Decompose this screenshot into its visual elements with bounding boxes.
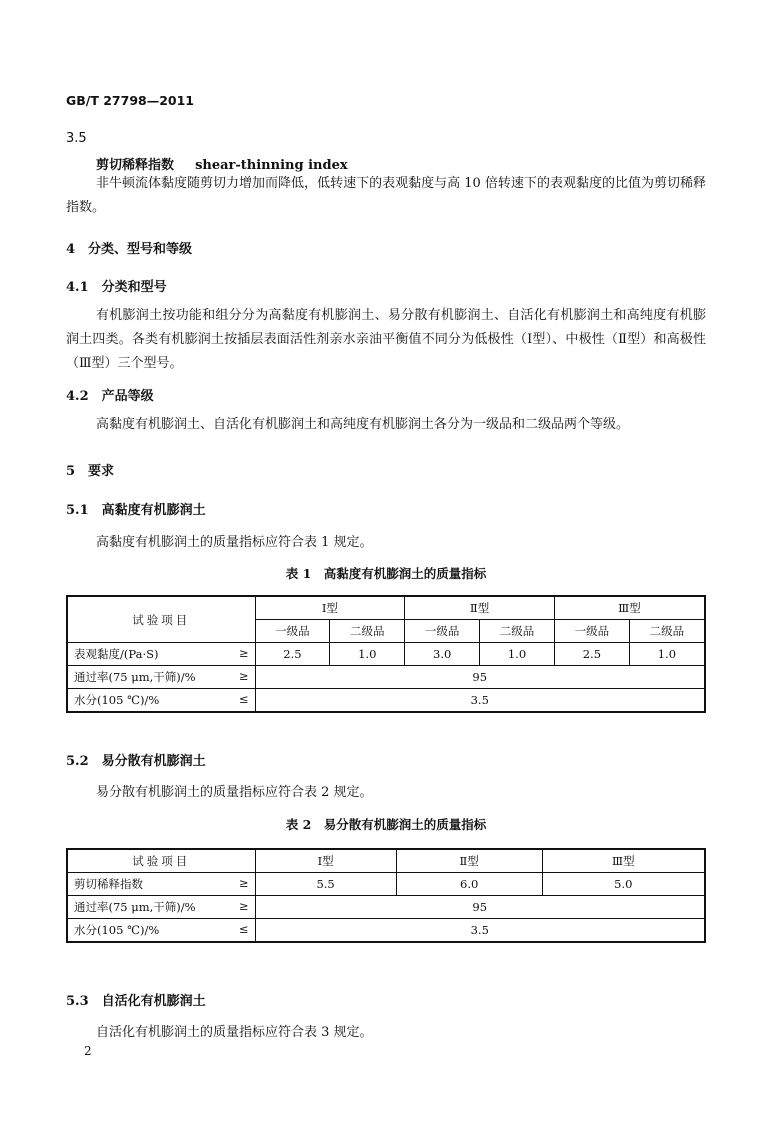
table-1-grade: 一级品 — [554, 620, 629, 643]
table-1-grade: 二级品 — [330, 620, 405, 643]
table-row — [67, 873, 705, 896]
table-2-type-2: Ⅱ型 — [396, 849, 542, 873]
item-label: 通过率(75 μm,干筛)/% — [74, 670, 196, 684]
table-1-cell: 2.5 — [255, 643, 330, 666]
item-operator: ≥ — [238, 899, 249, 913]
table-1-grade: 二级品 — [629, 620, 705, 643]
table-1-cell: 2.5 — [554, 643, 629, 666]
table-2-row-item — [67, 919, 255, 943]
item-label: 表观黏度/(Pa·S) — [74, 647, 159, 661]
term-heading — [96, 154, 348, 173]
term-cn: 剪切稀释指数 — [96, 158, 175, 173]
table-1-type-row — [67, 596, 705, 620]
table-2-merged-cell: 3.5 — [255, 919, 705, 943]
section-4-title: 4 分类、型号和等级 — [66, 242, 193, 257]
table-1-grade: 二级品 — [480, 620, 555, 643]
table-1-cell: 1.0 — [330, 643, 405, 666]
section-5-2-title: 5.2 易分散有机膨润土 — [66, 754, 206, 769]
table-2-type-3: Ⅲ型 — [542, 849, 705, 873]
item-label: 剪切稀释指数 — [74, 877, 143, 891]
table-row — [67, 689, 705, 713]
item-operator: ≥ — [238, 646, 249, 660]
item-label: 水分(105 ℃)/% — [74, 923, 160, 937]
table-1-cell: 1.0 — [629, 643, 705, 666]
table-1 — [66, 595, 706, 713]
section-4-2-body: 高黏度有机膨润土、自活化有机膨润土和高纯度有机膨润土各分为一级品和二级品两个等级。 — [96, 417, 630, 432]
table-1-cell: 1.0 — [480, 643, 555, 666]
item-label: 通过率(75 μm,干筛)/% — [74, 900, 196, 914]
table-1-cell: 3.0 — [405, 643, 480, 666]
section-5-3-title: 5.3 自活化有机膨润土 — [66, 994, 206, 1009]
table-2-item-header: 试验项目 — [67, 849, 255, 873]
page-number: 2 — [84, 1044, 92, 1058]
section-4-1-body: 有机膨润土按功能和组分分为高黏度有机膨润土、易分散有机膨润土、自活化有机膨润土和高纯度有机膨润土四类。各类有机膨润土按插层表面活性剂亲水亲油平衡值不同分为低极性（Ⅰ型）、中极性（Ⅱ型）和高极性（Ⅲ型）三个型号。 — [66, 308, 706, 371]
table-2-header-row — [67, 849, 705, 873]
section-4-1-title: 4.1 分类和型号 — [66, 280, 167, 295]
item-operator: ≤ — [238, 692, 249, 706]
table-1-merged-cell: 3.5 — [255, 689, 705, 713]
table-row — [67, 896, 705, 919]
standard-code: GB/T 27798—2011 — [66, 93, 195, 108]
table-1-row-item — [67, 666, 255, 689]
table-1-row-item — [67, 689, 255, 713]
table-1-row-item — [67, 643, 255, 666]
item-label: 水分(105 ℃)/% — [74, 693, 160, 707]
table-2-cell: 5.5 — [255, 873, 396, 896]
table-2-cell: 6.0 — [396, 873, 542, 896]
table-1-type-3: Ⅲ型 — [554, 596, 705, 620]
section-5-title: 5 要求 — [66, 464, 115, 479]
table-2-merged-cell: 95 — [255, 896, 705, 919]
section-5-2-body: 易分散有机膨润土的质量指标应符合表 2 规定。 — [96, 785, 373, 800]
section-5-1-title: 5.1 高黏度有机膨润土 — [66, 503, 206, 518]
table-2-type-1: Ⅰ型 — [255, 849, 396, 873]
item-operator: ≥ — [238, 876, 249, 890]
table-row — [67, 666, 705, 689]
table-1-item-header: 试验项目 — [67, 596, 255, 643]
table-2 — [66, 848, 706, 943]
item-operator: ≤ — [238, 922, 249, 936]
table-2-row-item — [67, 896, 255, 919]
table-row — [67, 643, 705, 666]
term-definition: 非牛顿流体黏度随剪切力增加而降低，低转速下的表观黏度与高 10 倍转速下的表观黏度的比值为剪切稀释指数。 — [66, 176, 706, 215]
table-2-cell: 5.0 — [542, 873, 705, 896]
section-5-1-body: 高黏度有机膨润土的质量指标应符合表 1 规定。 — [96, 535, 373, 550]
table-1-grade: 一级品 — [255, 620, 330, 643]
term-en: shear-thinning index — [195, 158, 348, 173]
item-operator: ≥ — [238, 669, 249, 683]
section-4-2-title: 4.2 产品等级 — [66, 389, 154, 404]
section-5-3-body: 自活化有机膨润土的质量指标应符合表 3 规定。 — [96, 1025, 373, 1040]
table-1-type-1: Ⅰ型 — [255, 596, 405, 620]
table-row — [67, 919, 705, 943]
table-1-caption: 表 1 高黏度有机膨润土的质量指标 — [285, 566, 487, 581]
table-2-caption: 表 2 易分散有机膨润土的质量指标 — [285, 817, 487, 832]
table-1-type-2: Ⅱ型 — [405, 596, 555, 620]
table-2-row-item — [67, 873, 255, 896]
table-1-merged-cell: 95 — [255, 666, 705, 689]
table-1-grade: 一级品 — [405, 620, 480, 643]
section-3-5-number: 3.5 — [66, 131, 87, 146]
